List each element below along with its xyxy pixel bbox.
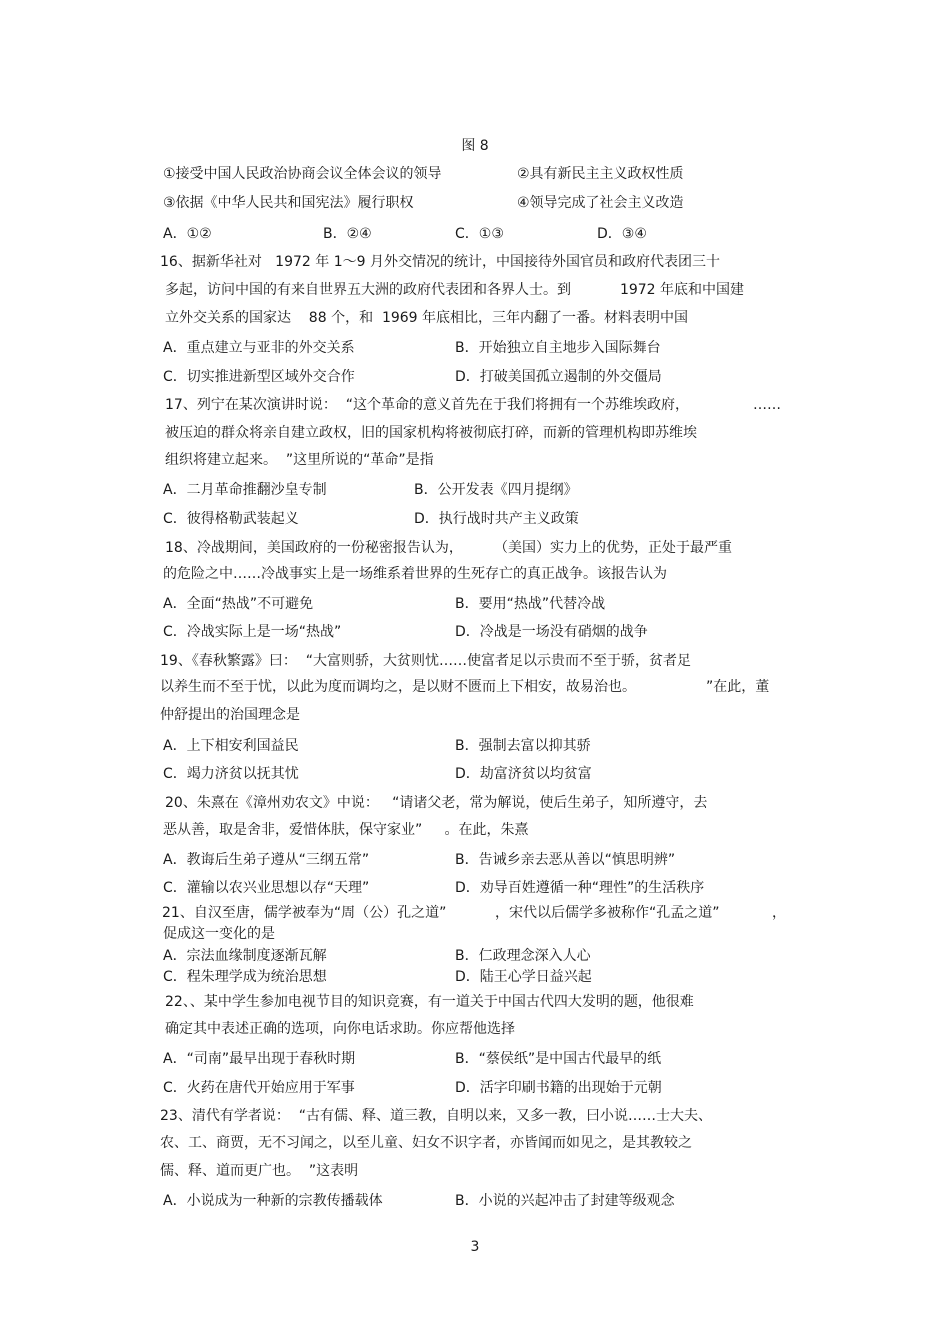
q17-stem-line-3: 组织将建立起来。 ”这里所说的“革命”是指 bbox=[165, 452, 434, 468]
figure-caption: 图 8 bbox=[461, 138, 489, 154]
q21-option-b: B．仁政理念深入人心 bbox=[455, 948, 591, 964]
q18-option-b: B．要用“热战”代替冷战 bbox=[455, 596, 606, 612]
q16-stem-line-1: 16、据新华社对 1972 年 1～9 月外交情况的统计，中国接待外国官员和政府代表团三十 bbox=[160, 254, 720, 270]
q20-option-b: B．告诫乡亲去恶从善以“慎思明辨” bbox=[455, 852, 676, 868]
q17-option-c: C．彼得格勒武装起义 bbox=[163, 511, 299, 527]
q22-option-c: C．火药在唐代开始应用于军事 bbox=[163, 1080, 355, 1096]
q19-option-a: A．上下相安利国益民 bbox=[163, 738, 299, 754]
q21-stem-line-2: 促成这一变化的是 bbox=[163, 926, 275, 942]
q23-stem-line-1: 23、清代有学者说： “古有儒、释、道三教，自明以来，又多一教，曰小说……士大夫、 bbox=[160, 1108, 712, 1124]
q16-option-d: D．打破美国孤立遏制的外交僵局 bbox=[455, 369, 662, 385]
q16-option-a: A．重点建立与亚非的外交关系 bbox=[163, 340, 355, 356]
q21-stem-line-1: 21、自汉至唐，儒学被奉为“周（公）孔之道” bbox=[162, 905, 447, 921]
q21-stem-line-1-mid: ，宋代以后儒学多被称作“孔孟之道” bbox=[495, 905, 720, 921]
q20-stem-line-1: 20、朱熹在《漳州劝农文》中说： “请诸父老，常为解说，使后生弟子，知所遵守，去 bbox=[165, 795, 708, 811]
q18-option-a: A．全面“热战”不可避免 bbox=[163, 596, 314, 612]
q23-stem-line-2: 农、工、商贾，无不习闻之，以至儿童、妇女不识字者，亦皆闻而如见之，是其教较之 bbox=[160, 1135, 692, 1151]
q18-stem-line-2: 的危险之中……冷战事实上是一场维系着世界的生死存亡的真正战争。该报告认为 bbox=[163, 566, 667, 582]
q23-stem-line-3: 儒、释、道而更广也。 ”这表明 bbox=[160, 1163, 359, 1179]
q21-option-a: A．宗法血缘制度逐渐瓦解 bbox=[163, 948, 327, 964]
q18-stem-line-1: 18、冷战期间，美国政府的一份秘密报告认为， （美国）实力上的优势，正处于最严重 bbox=[165, 540, 732, 556]
q16-option-c: C．切实推进新型区域外交合作 bbox=[163, 369, 355, 385]
q18-option-d: D．冷战是一场没有硝烟的战争 bbox=[455, 624, 648, 640]
q22-option-a: A．“司南”最早出现于春秋时期 bbox=[163, 1051, 356, 1067]
q15-statement-3: ③依据《中华人民共和国宪法》履行职权 bbox=[163, 195, 414, 211]
q23-option-b: B．小说的兴起冲击了封建等级观念 bbox=[455, 1193, 675, 1209]
q15-option-a: A．①② bbox=[163, 226, 212, 242]
q16-option-b: B．开始独立自主地步入国际舞台 bbox=[455, 340, 661, 356]
q21-stem-line-1-tail: ， bbox=[772, 905, 786, 921]
q22-stem-line-1: 22、、某中学生参加电视节目的知识竞赛，有一道关于中国古代四大发明的题，他很难 bbox=[165, 994, 694, 1010]
q15-option-b: B．②④ bbox=[323, 226, 372, 242]
q15-statement-4: ④领导完成了社会主义改造 bbox=[517, 195, 684, 211]
q17-option-b: B．公开发表《四月提纲》 bbox=[414, 482, 578, 498]
q17-stem-line-1: 17、列宁在某次演讲时说： “这个革命的意义首先在于我们将拥有一个苏维埃政府， bbox=[165, 397, 689, 413]
page-number: 3 bbox=[470, 1239, 480, 1255]
q17-stem-line-2: 被压迫的群众将亲自建立政权，旧的国家机构将被彻底打碎，而新的管理机构即苏维埃 bbox=[165, 425, 697, 441]
q16-stem-line-2: 多起，访问中国的有来自世界五大洲的政府代表团和各界人士。到 1972 年底和中国建 bbox=[165, 282, 745, 298]
q20-stem-line-2: 恶从善，取是舍非，爱惜体肤，保守家业” 。在此，朱熹 bbox=[163, 822, 529, 838]
q17-option-d: D．执行战时共产主义政策 bbox=[414, 511, 579, 527]
q16-stem-line-3: 立外交关系的国家达 88 个，和 1969 年底相比，三年内翻了一番。材料表明中国 bbox=[165, 310, 689, 326]
q20-option-c: C．灌输以农兴业思想以存“天理” bbox=[163, 880, 370, 896]
q17-stem-ellipsis: …… bbox=[753, 397, 781, 413]
q23-option-a: A．小说成为一种新的宗教传播载体 bbox=[163, 1193, 383, 1209]
q15-option-d: D．③④ bbox=[597, 226, 647, 242]
q17-option-a: A．二月革命推翻沙皇专制 bbox=[163, 482, 327, 498]
q22-stem-line-2: 确定其中表述正确的选项，向你电话求助。你应帮他选择 bbox=[165, 1021, 515, 1037]
q18-option-c: C．冷战实际上是一场“热战” bbox=[163, 624, 342, 640]
q15-option-c: C．①③ bbox=[455, 226, 504, 242]
q19-option-d: D．劫富济贫以均贫富 bbox=[455, 766, 592, 782]
q15-statement-1: ①接受中国人民政治协商会议全体会议的领导 bbox=[163, 166, 442, 182]
q19-stem-line-3: 仲舒提出的治国理念是 bbox=[160, 707, 300, 723]
q19-option-c: C．竭力济贫以抚其忧 bbox=[163, 766, 299, 782]
q22-option-b: B．“蔡侯纸”是中国古代最早的纸 bbox=[455, 1051, 662, 1067]
q22-option-d: D．活字印刷书籍的出现始于元朝 bbox=[455, 1080, 662, 1096]
q20-option-d: D．劝导百姓遵循一种“理性”的生活秩序 bbox=[455, 880, 705, 896]
q19-stem-line-1: 19、《春秋繁露》曰： “大富则骄，大贫则忧……使富者足以示贵而不至于骄，贫者足 bbox=[160, 653, 691, 669]
q20-option-a: A．教诲后生弟子遵从“三纲五常” bbox=[163, 852, 370, 868]
q19-stem-line-2-tail: ”在此，董 bbox=[706, 679, 770, 695]
q21-option-c: C．程朱理学成为统治思想 bbox=[163, 969, 327, 985]
q19-option-b: B．强制去富以抑其骄 bbox=[455, 738, 591, 754]
q15-statement-2: ②具有新民主主义政权性质 bbox=[517, 166, 684, 182]
q19-stem-line-2: 以养生而不至于忧，以此为度而调均之，是以财不匮而上下相安，故易治也。 bbox=[160, 679, 636, 695]
q21-option-d: D．陆王心学日益兴起 bbox=[455, 969, 592, 985]
